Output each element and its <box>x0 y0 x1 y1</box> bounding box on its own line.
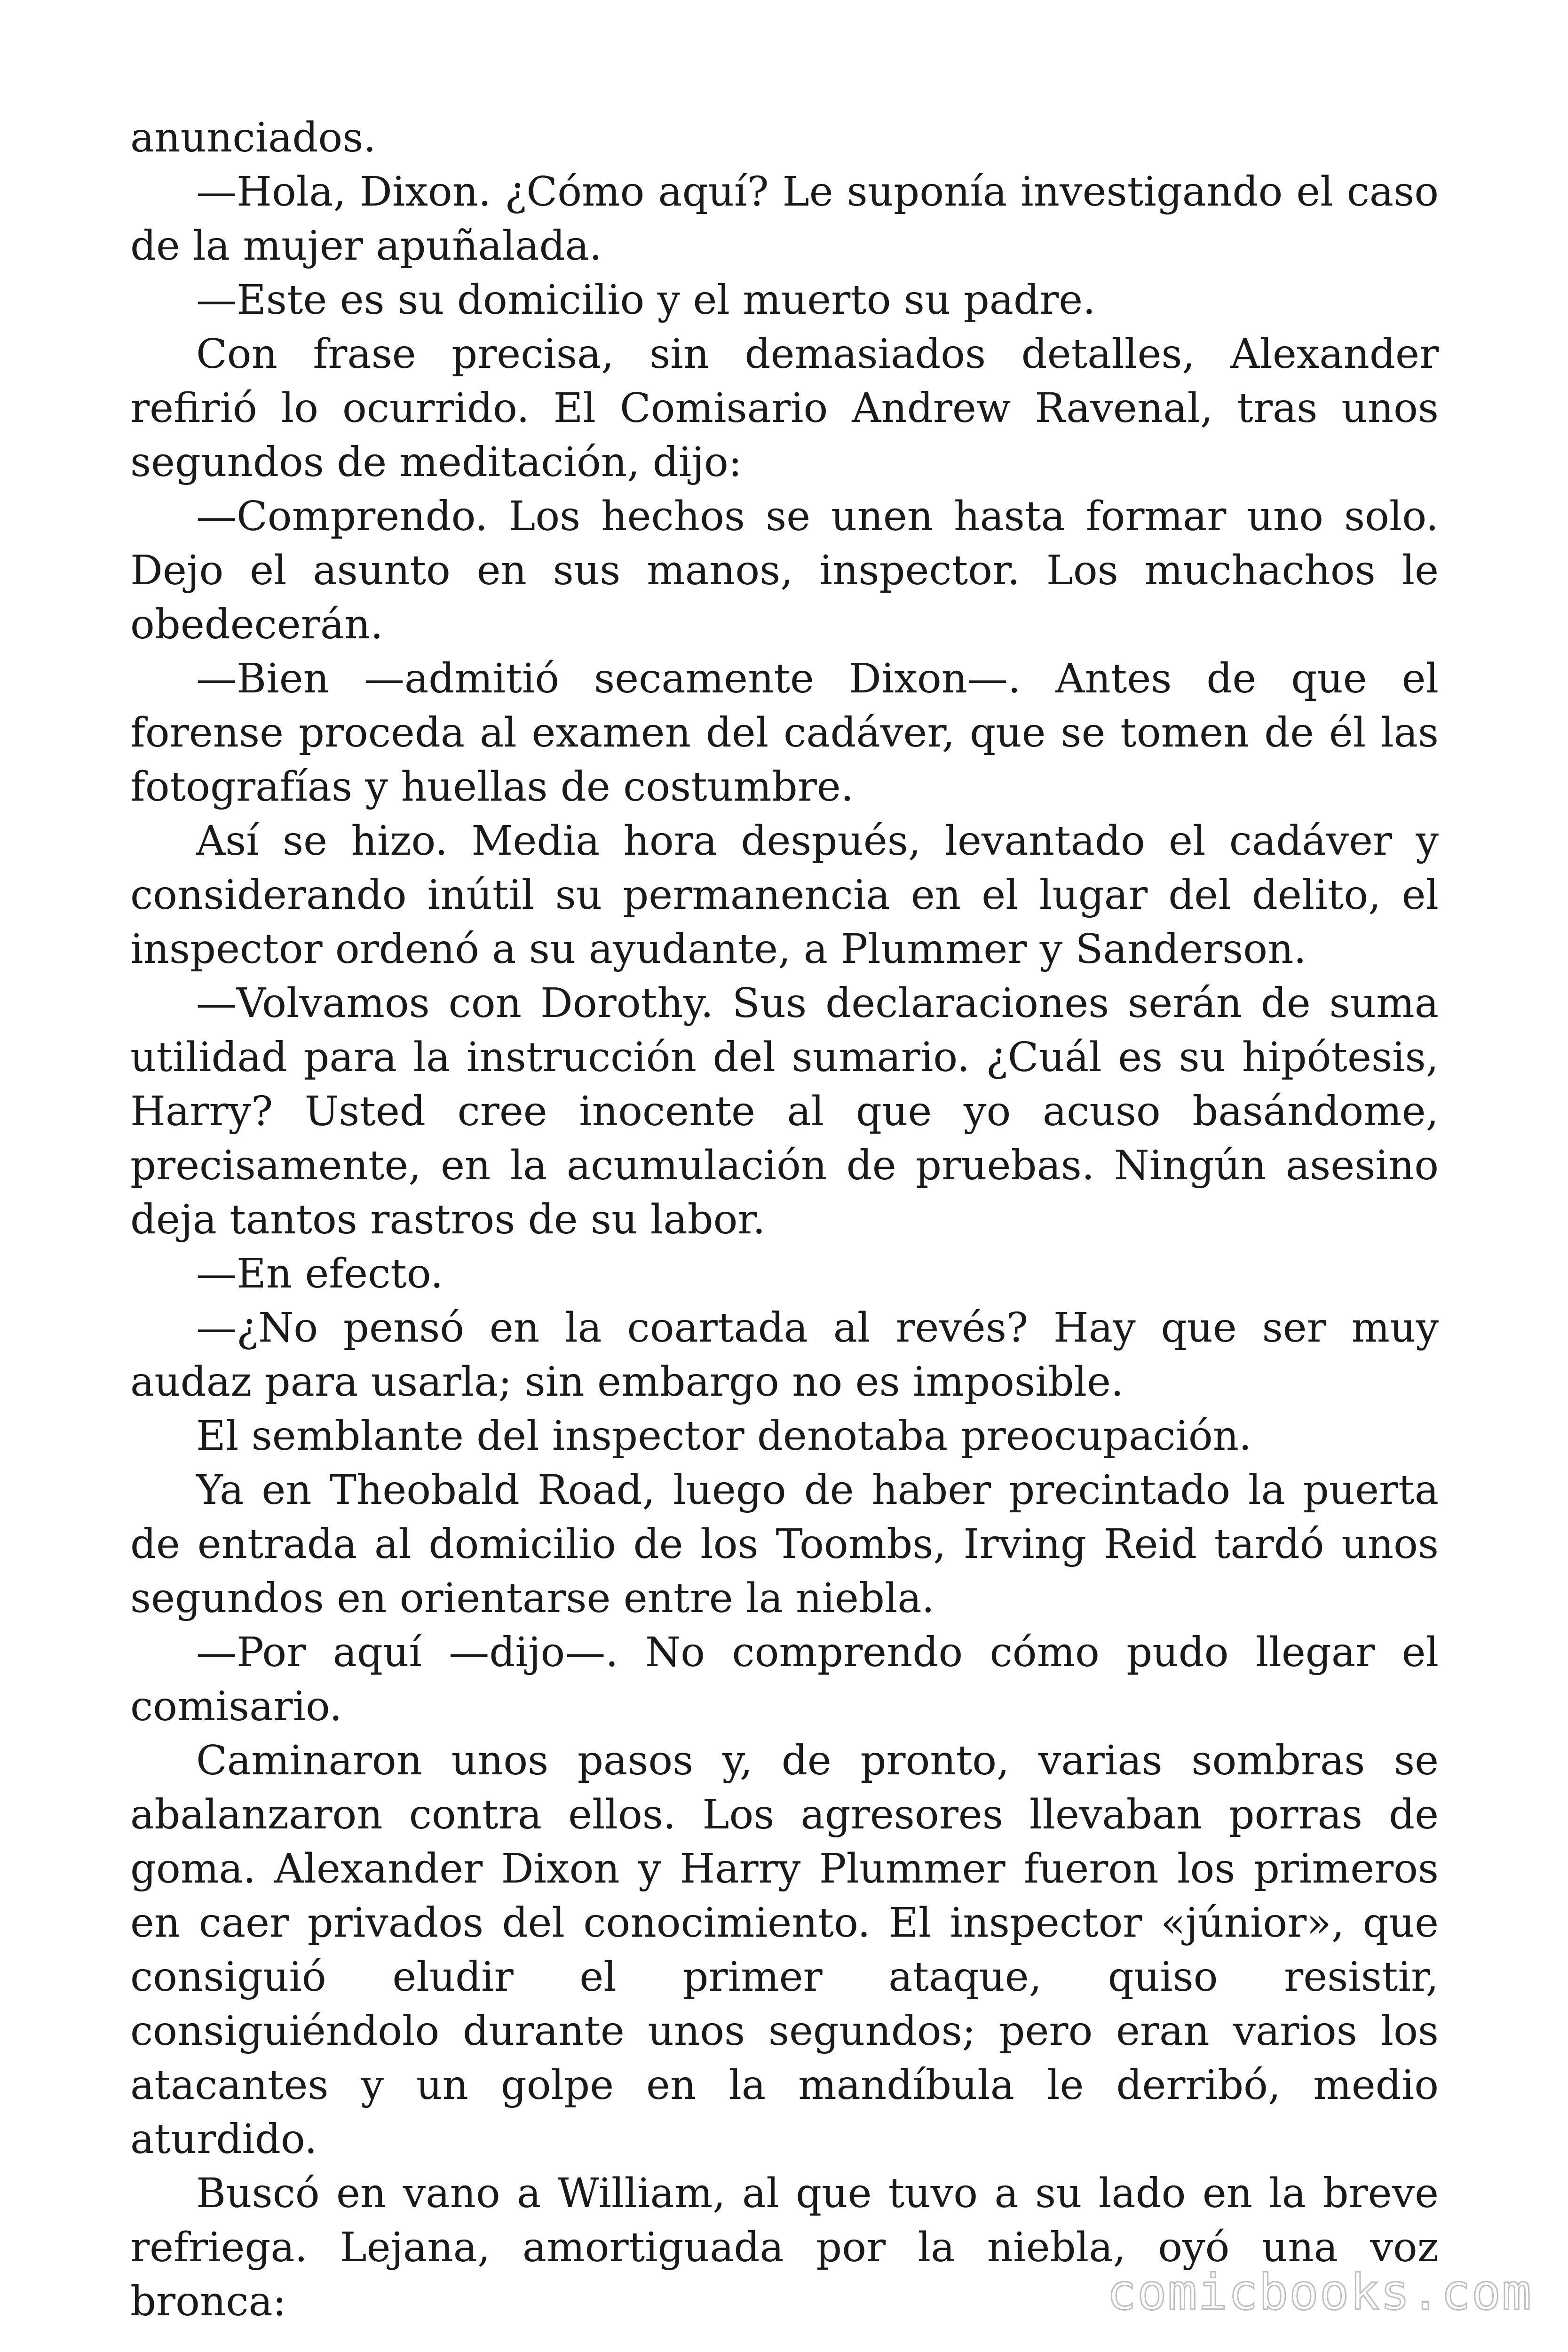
page-body-text <box>130 111 1439 2329</box>
paragraph: —¿No pensó en la coartada al revés? Hay que ser muy audaz para usarla; sin embargo no es imposible. <box>130 1304 1439 1406</box>
paragraph: —Comprendo. Los hechos se unen hasta formar uno solo. Dejo el asunto en sus manos, inspector. Los muchachos le obedecerán. <box>130 493 1439 648</box>
paragraph: Buscó en vano a William, al que tuvo a su lado en la breve refriega. Lejana, amortiguada por la niebla, oyó una voz bronca: <box>130 2170 1439 2325</box>
paragraph: —Hola, Dixon. ¿Cómo aquí? Le suponía investigando el caso de la mujer apuñalada. <box>130 168 1439 270</box>
watermark: comicbooks.com <box>1107 2264 1532 2321</box>
paragraph: Caminaron unos pasos y, de pronto, varias sombras se abalanzaron contra ellos. Los agresores llevaban porras de goma. Alexander Dixon y Harry Plummer fueron los primeros en caer privados del conocimiento. El inspector «júnior», que consiguió eludir el primer ataque, quiso resistir, consiguiéndolo durante unos segundos; pero eran varios los atacantes y un golpe en la mandíbula le derribó, medio aturdido. <box>130 1737 1439 2163</box>
paragraph: anunciados. <box>130 114 376 161</box>
paragraph: Ya en Theobald Road, luego de haber precintado la puerta de entrada al domicilio de los Toombs, Irving Reid tardó unos segundos en orientarse entre la niebla. <box>130 1467 1439 1622</box>
paragraph: Así se hizo. Media hora después, levantado el cadáver y considerando inútil su permanencia en el lugar del delito, el inspector ordenó a su ayudante, a Plummer y Sanderson. <box>130 818 1439 973</box>
paragraph: —Volvamos con Dorothy. Sus declaraciones serán de suma utilidad para la instrucción del sumario. ¿Cuál es su hipótesis, Harry? Usted cree inocente al que yo acuso basándome, precisamente, en la acumulación de pruebas. Ningún asesino deja tantos rastros de su labor. <box>130 980 1439 1243</box>
paragraph: —Por aquí —dijo—. No comprendo cómo pudo llegar el comisario. <box>130 1629 1439 1730</box>
paragraph: Con frase precisa, sin demasiados detalles, Alexander refirió lo ocurrido. El Comisario Andrew Ravenal, tras unos segundos de meditación, dijo: <box>130 331 1439 486</box>
paragraph: —En efecto. <box>196 1250 443 1297</box>
paragraph: —Este es su domicilio y el muerto su padre. <box>196 277 1096 324</box>
paragraph: —Bien —admitió secamente Dixon—. Antes de que el forense proceda al examen del cadáver, que se tomen de él las fotografías y huellas de costumbre. <box>130 655 1439 810</box>
paragraph: El semblante del inspector denotaba preocupación. <box>196 1413 1252 1460</box>
